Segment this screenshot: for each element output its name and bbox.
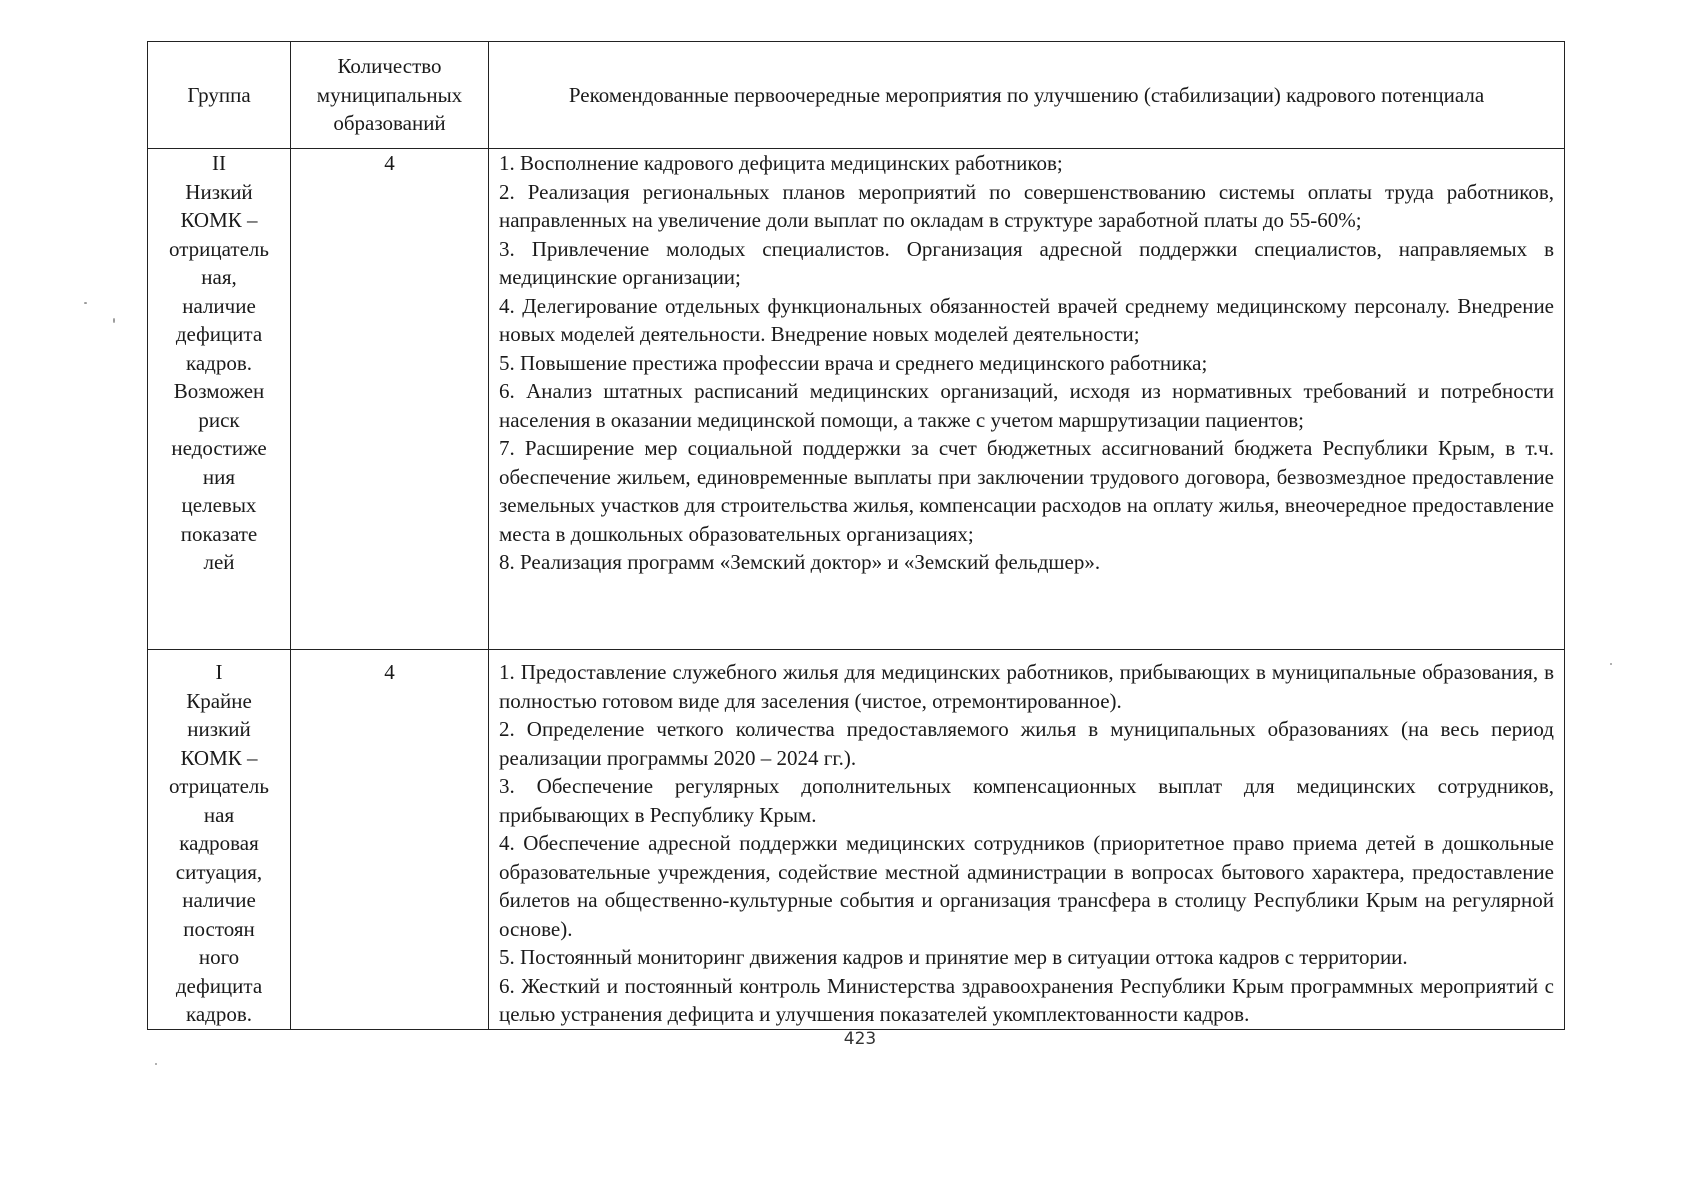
group-line: ния [202,464,236,489]
group-line: КОМК – [180,208,258,232]
measures-cell [489,650,1565,1030]
group-line: дефицита [175,322,263,346]
page-number: 423 [843,1029,877,1049]
group-line: показате [180,521,258,546]
group-line: Крайне [186,688,252,713]
group-line: недостиже [171,436,267,460]
group-line: кадров. [185,1002,253,1026]
measure-item: 3. Обеспечение регулярных дополнительных компенсационных выплат для медицинских сотрудников, прибывающих в Республику Крым. [499,774,1554,827]
group-line: Возможен [173,379,265,403]
scan-speck [1610,663,1612,665]
header-measures: Рекомендованные первоочередные мероприятия по улучшению (стабилизации) кадрового потенциала [489,42,1565,149]
measure-item: 1. Предоставление служебного жилья для медицинских работников, прибывающих в муниципальные образования, в полностью готовом виде для заселения (чистое, отремонтированное). [499,660,1554,713]
group-line: КОМК – [180,745,258,770]
group-line: ная, [201,265,237,289]
group-line: I [215,660,223,684]
measure-item: 6. Анализ штатных расписаний медицинских организаций, исходя из нормативных требований и потребности населения в оказании медицинской помощи, а также с учетом маршрутизации пациентов; [499,379,1554,432]
scan-speck [155,1063,157,1065]
group-line: риск [198,407,240,432]
measure-item: 7. Расширение мер социальной поддержки за счет бюджетных ассигнований бюджета Республики Крым, в т.ч. обеспечение жильем, единовременные выплаты при заключении трудового договора, безвозмездное предоставление земельных участков для строительства жилья, компенсации расходов на оплату жилья, внеочередное предоставление места в дошкольных образовательных организациях; [499,436,1554,546]
measures-cell [489,149,1565,650]
measure-item: 3. Привлечение молодых специалистов. Организация адресной поддержки специалистов, направляемых в медицинские организации; [499,236,1554,289]
group-line: кадровая [179,831,259,855]
group-line: дефицита [175,973,263,998]
group-line: ситуация, [175,859,263,884]
group-line: ная [203,802,235,827]
measure-item: 5. Постоянный мониторинг движения кадров и принятие мер в ситуации оттока кадров с территории. [499,945,1408,969]
group-line: постоян [183,916,255,941]
table-row [148,650,1565,1030]
count-cell: 4 [291,149,489,650]
measure-item: 1. Восполнение кадрового дефицита медицинских работников; [499,151,1063,175]
measure-item: 6. Жесткий и постоянный контроль Министерства здравоохранения Республики Крым программных мероприятий с целью устранения дефицита и улучшения показателей укомплектованности кадров. [499,973,1554,1026]
group-line: кадров. [185,350,253,375]
group-line: отрицатель [169,236,269,261]
scan-speck [84,302,87,304]
measures-table [147,41,1565,1030]
table-row [148,149,1565,650]
group-cell [148,149,291,650]
group-line: ного [198,945,240,969]
measure-item: 2. Определение четкого количества предоставляемого жилья в муниципальных образованиях (на весь период реализации программы 2020 – 2024 гг.). [499,717,1554,770]
group-line: наличие [182,293,256,318]
group-line: II [212,151,226,175]
measure-item: 2. Реализация региональных планов мероприятий по совершенствованию системы оплаты труда работников, направленных на увеличение доли выплат по окладам в структуре заработной платы до 55-60%; [499,179,1554,232]
measure-item: 5. Повышение престижа профессии врача и среднего медицинского работника; [499,350,1208,375]
table-header-row [148,42,1565,149]
group-line: целевых [181,493,257,517]
header-group: Группа [148,42,291,149]
measure-item: 4. Обеспечение адресной поддержки медицинских сотрудников (приоритетное право приема детей в дошкольные образовательные учреждения, содействие местной администрации в вопросах бытового характера, предоставление билетов на общественно-культурные события и организация трансфера в столицу Республики Крым на регулярной основе). [499,831,1554,941]
measure-item: 4. Делегирование отдельных функциональных обязанностей врачей среднему медицинскому персоналу. Внедрение новых моделей деятельности. Внедрение новых моделей деятельности; [499,293,1554,346]
scan-speck [113,318,115,323]
group-cell [148,650,291,1030]
header-count: Количество муниципальных образований [291,42,489,149]
count-cell: 4 [291,650,489,1030]
group-line: Низкий [185,179,253,204]
group-line: низкий [187,717,251,741]
group-line: наличие [182,888,256,912]
group-line: лей [203,550,235,574]
measure-item: 8. Реализация программ «Земский доктор» и «Земский фельдшер». [499,550,1101,574]
group-line: отрицатель [169,774,269,798]
